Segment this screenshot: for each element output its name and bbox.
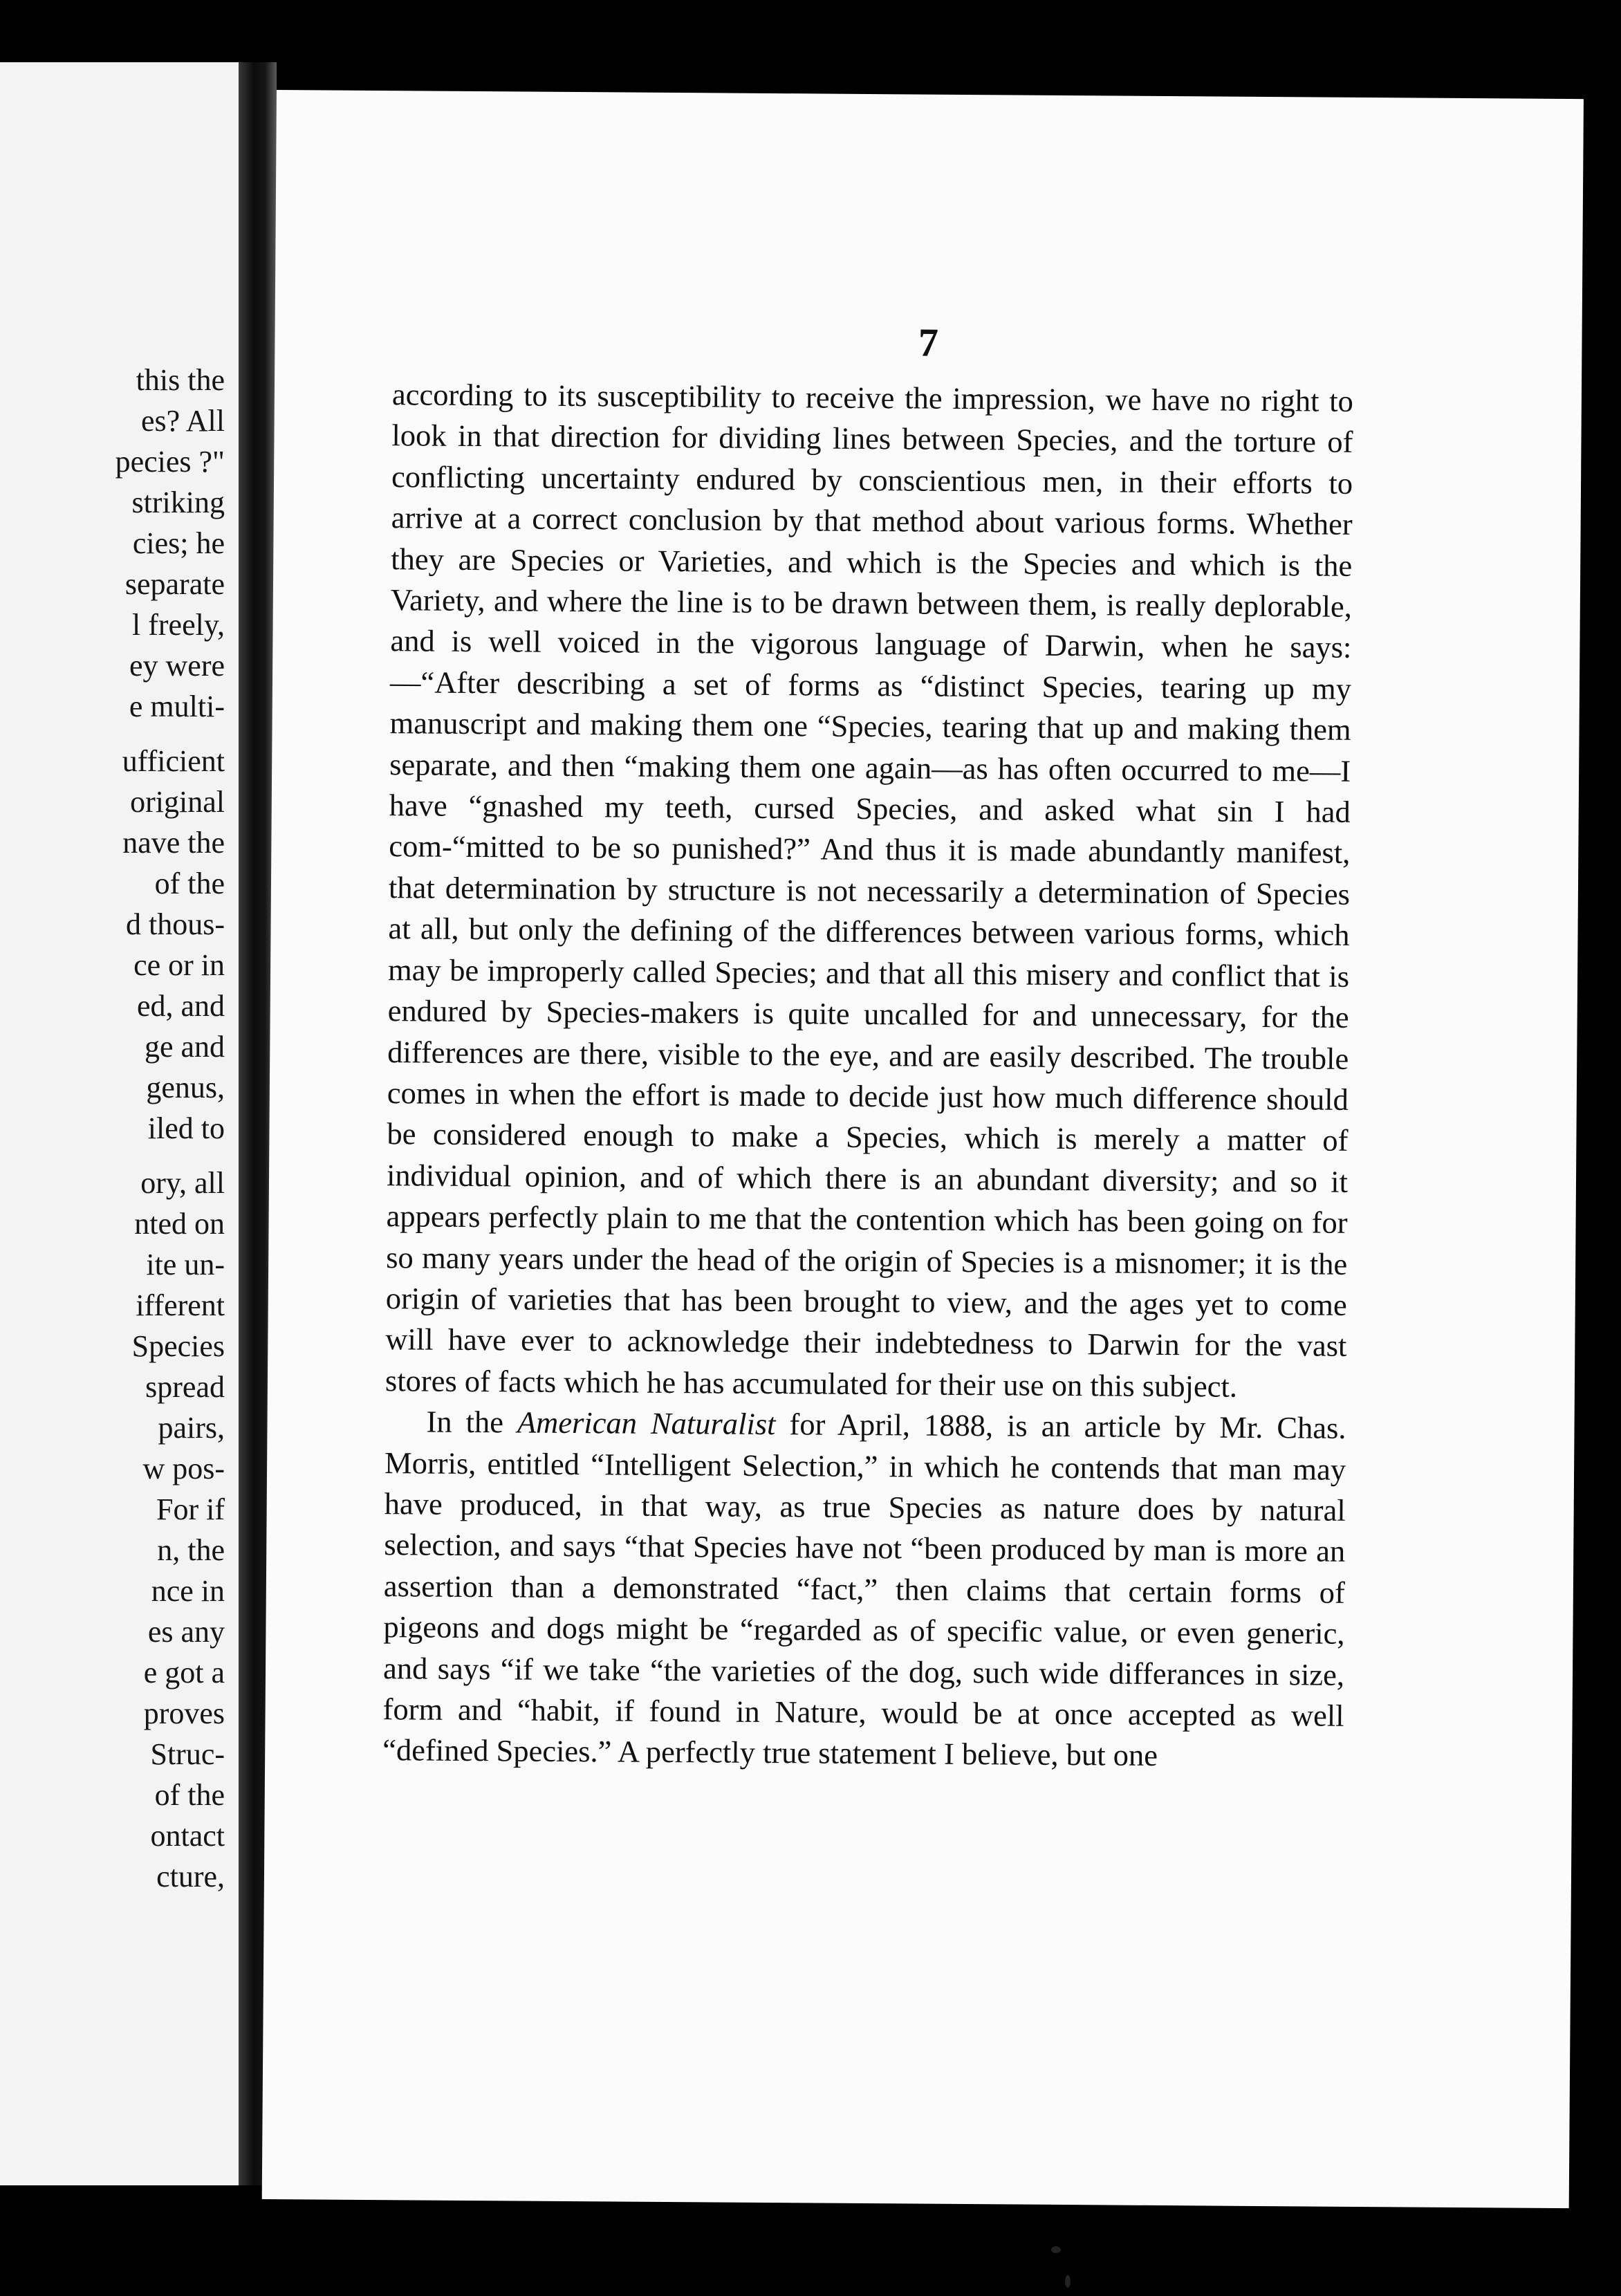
left-page-line: Struc- — [150, 1737, 225, 1771]
left-page-line: ufficient — [122, 744, 225, 778]
left-page-line: spread — [145, 1370, 225, 1404]
left-page-line: cies; he — [132, 526, 225, 560]
left-page — [0, 62, 239, 2185]
paragraph-1: according to its susceptibility to receive the impression, we have no right to look in that direction for dividing lines between Species, and the torture of conflicting uncertainty endured by conscientious men, in their efforts to arrive at a correct conclusion by that method about various forms. Whether they are Species or Varieties, and which is the Species and which is the Variety, and where the line is to be drawn between them, is really deplorable, and is well voiced in the vigorous language of Darwin, when he says:—“After describing a set of forms as “distinct Species, tearing up my manuscript and making them one “Species, tearing that up and making them separate, and then “making them one again—as has often occurred to me—I have “gnashed my teeth, cursed Species, and asked what sin I had com-“mitted to be so punished?” And thus it is made abundantly manifest, that determination by structure is not necessarily a determination of Species at all, but only the defining of the differences between various forms, which may be improperly called Species; and that all this misery and conflict that is endured by Species-makers is quite uncalled for and unnecessary, for the differences are there, visible to the eye, and are easily described. The trouble comes in when the effort is made to decide just how much difference should be considered enough to make a Species, which is merely a matter of individual opinion, and of which there is an abundant diversity; and so it appears perfectly plain to me that the contention which has been going on for so many years under the head of the origin of Species is a misnomer; it is the origin of varieties that has been brought to view, and the ages yet to come will have ever to acknowledge their indebtedness to Darwin for the vast stores of facts which he has accumulated for their use on this subject. — [385, 377, 1354, 1404]
left-page-line: nce in — [151, 1574, 225, 1608]
scan-speck — [1051, 2246, 1061, 2253]
left-page-line: w pos- — [142, 1452, 225, 1485]
left-page-line: l freely, — [132, 608, 225, 642]
left-page-line: ifferent — [136, 1288, 225, 1322]
journal-title: American Naturalist — [517, 1405, 776, 1442]
left-page-line: ed, and — [136, 989, 225, 1023]
left-page-line: ce or in — [133, 948, 225, 982]
right-page — [262, 90, 1584, 2208]
left-page-line: separate — [124, 567, 225, 601]
left-page-line: ite un- — [146, 1248, 225, 1281]
paragraph-2-start: In the — [426, 1404, 518, 1440]
left-page-line: ey were — [129, 649, 225, 683]
left-page-line: of the — [154, 1778, 225, 1812]
body-text — [382, 374, 1353, 1777]
page-number: 7 — [918, 320, 939, 365]
left-page-line: e got a — [143, 1656, 225, 1689]
left-page-line: es any — [147, 1615, 225, 1649]
left-page-line: Species — [131, 1329, 225, 1363]
left-page-line: pairs, — [158, 1411, 225, 1445]
left-page-line: nted on — [134, 1207, 225, 1241]
paragraph-2 — [382, 1401, 1346, 1777]
left-page-line: this the — [136, 363, 225, 397]
left-page-line: nave the — [122, 826, 225, 860]
left-page-line: pecies ?" — [115, 445, 225, 479]
scan-speck — [1065, 2275, 1071, 2288]
left-page-line: e multi- — [129, 689, 225, 723]
paragraph-2-rest: for April, 1888, is an article by Mr. Chas. Morris, entitled “Intelligent Selection,” in which he contends that man may have produced, in that way, as true Species as nature does by natural selection, and says “that Species have not “been produced by man is more an assertion than a demonstrated “fact,” then claims that certain forms of pigeons and dogs might be “regarded as of specific value, or even generic, and says “if we take “the varieties of the dog, such wide differances in size, form and “habit, if found in Nature, would be at once accepted as well “defined Species.” A perfectly true statement I believe, but one — [382, 1407, 1346, 1773]
left-page-line: ory, all — [140, 1166, 225, 1200]
left-page-line: es? All — [141, 404, 225, 438]
left-page-line: n, the — [157, 1533, 225, 1567]
left-page-line: For if — [156, 1492, 225, 1526]
left-page-line: d thous- — [126, 907, 225, 941]
left-page-line: iled to — [147, 1111, 225, 1145]
left-page-line: genus, — [146, 1071, 225, 1104]
left-page-line: cture, — [156, 1860, 225, 1894]
left-page-line: of the — [154, 867, 225, 900]
left-page-line: proves — [143, 1696, 225, 1730]
left-page-line: ontact — [150, 1819, 225, 1853]
left-page-line: striking — [131, 485, 225, 519]
left-page-line: original — [130, 785, 225, 819]
left-page-line: ge and — [144, 1030, 225, 1064]
